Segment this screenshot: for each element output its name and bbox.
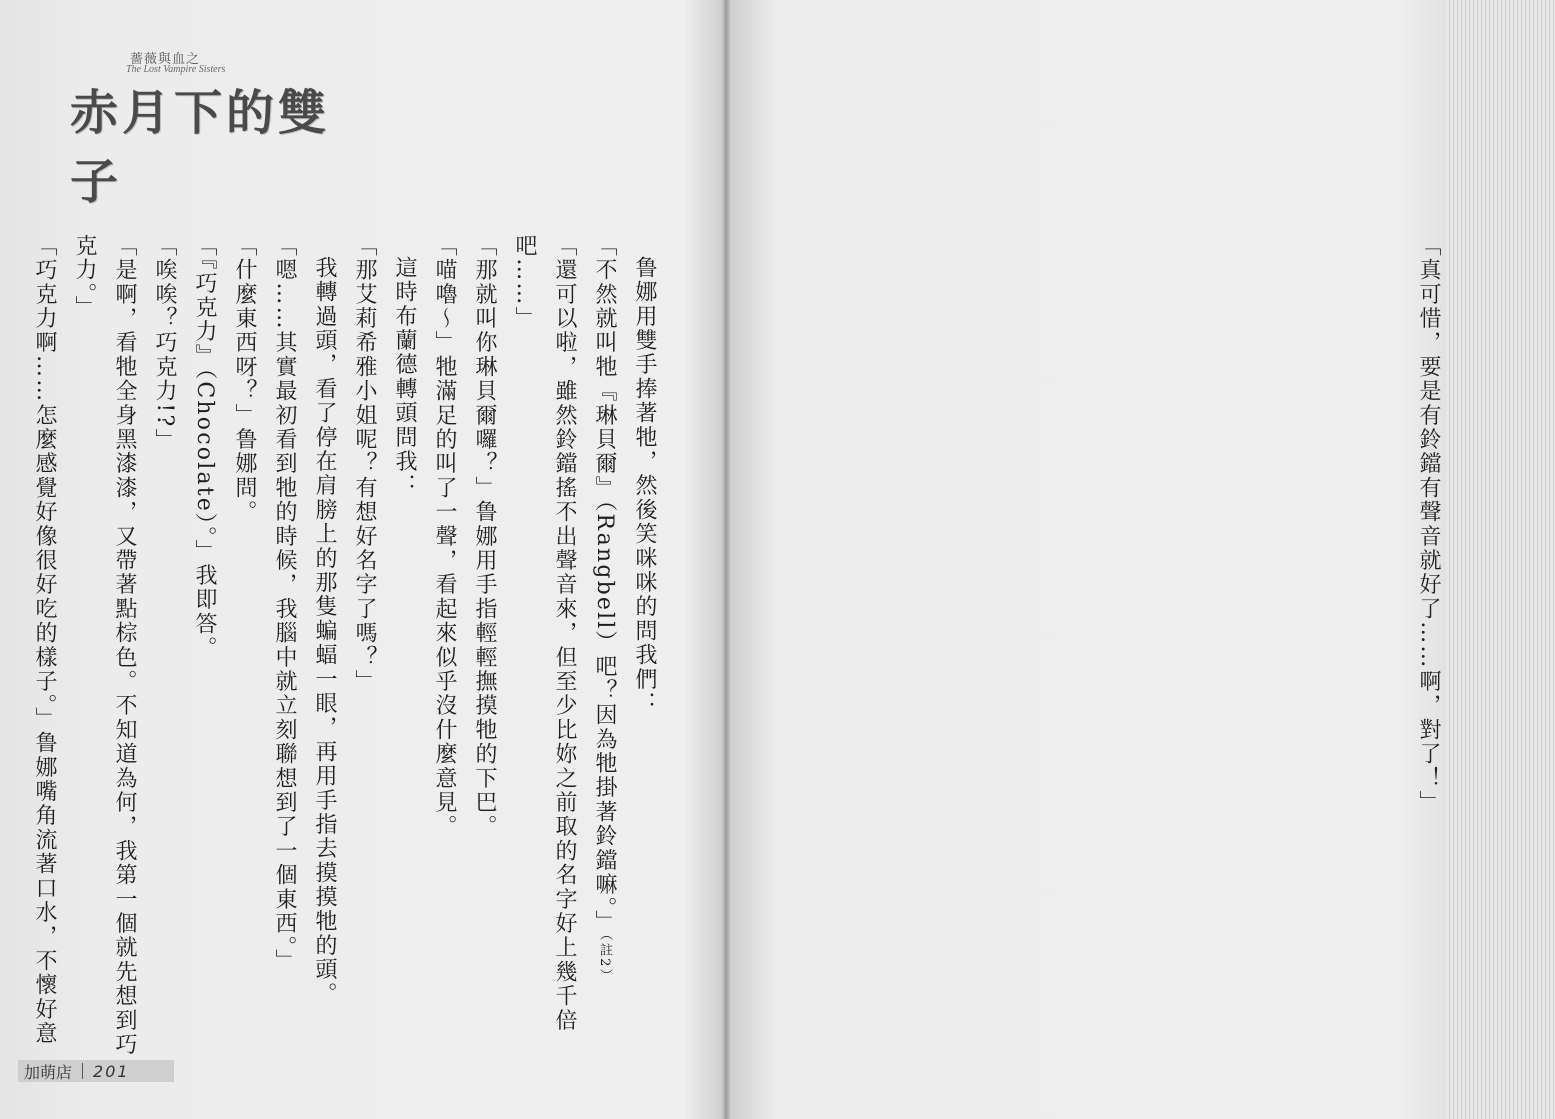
footnote-marker: （註2） [597,934,612,984]
text-line: 我轉過頭，看了停在肩膀上的那隻蝙蝠一眼，再用手指去摸摸牠的頭。 [312,256,337,1007]
left-page [0,0,720,1119]
text-line: 「真可惜，要是有鈴鐺有聲音就好了……啊，對了！」 [1416,234,1441,815]
text-line: 「那就叫你琳貝爾囉？」鲁娜用手指輕輕撫摸牠的下巴。 [472,234,497,839]
text-line: 這時布蘭德轉頭問我： [392,256,417,498]
book-title: 赤月下的雙子 [70,85,331,210]
text-line: 「『巧克力』（Chocolate）。」我即答。 [192,234,217,661]
folio-divider [82,1063,83,1079]
text-line: 「什麼東西呀？」鲁娜問。 [232,234,257,525]
text-line: 「還可以啦，雖然鈴鐺搖不出聲音來，但至少比妳之前取的名字好上幾千倍 [552,234,577,1033]
text-line: 吧……」 [512,234,537,331]
text-line-content: 「不然就叫牠『琳貝爾』（Rangbell）吧？因為牠掛著鈴鐺嘛。」 [592,234,617,935]
right-page [728,0,1448,1119]
text-line: 「是啊，看牠全身黑漆漆，又帶著點棕色。不知道為何，我第一個就先想到巧 [112,234,137,1057]
left-folio [18,1060,174,1082]
text-line: 「喵嚕～」牠滿足的叫了一聲，看起來似乎沒什麼意見。 [432,234,457,839]
text-line: 「巧克力啊……怎麼感覺好像很好吃的樣子。」鲁娜嘴角流著口水，不懷好意 [32,234,57,1046]
text-line: 克力。」 [72,234,97,320]
book-logo [70,48,340,210]
page-edges [1446,0,1555,1119]
page-number-left: 201 [93,1061,130,1081]
text-line: 「那艾莉希雅小姐呢？有想好名字了嗎？」 [352,234,377,694]
text-line: 「嗯……其實最初看到牠的時候，我腦中就立刻聯想到了一個東西。」 [272,234,297,974]
logo-subtitle: The Lost Vampire Sisters [126,64,226,75]
folio-label: 加萌店 [24,1062,73,1082]
text-line: 「唉唉？巧克力!?」 [152,234,177,453]
logo-series-text: 薔薇與血之 [130,52,201,67]
text-line [584,234,624,1074]
text-line: 鲁娜用雙手捧著牠，然後笑咪咪的問我們： [632,256,657,716]
